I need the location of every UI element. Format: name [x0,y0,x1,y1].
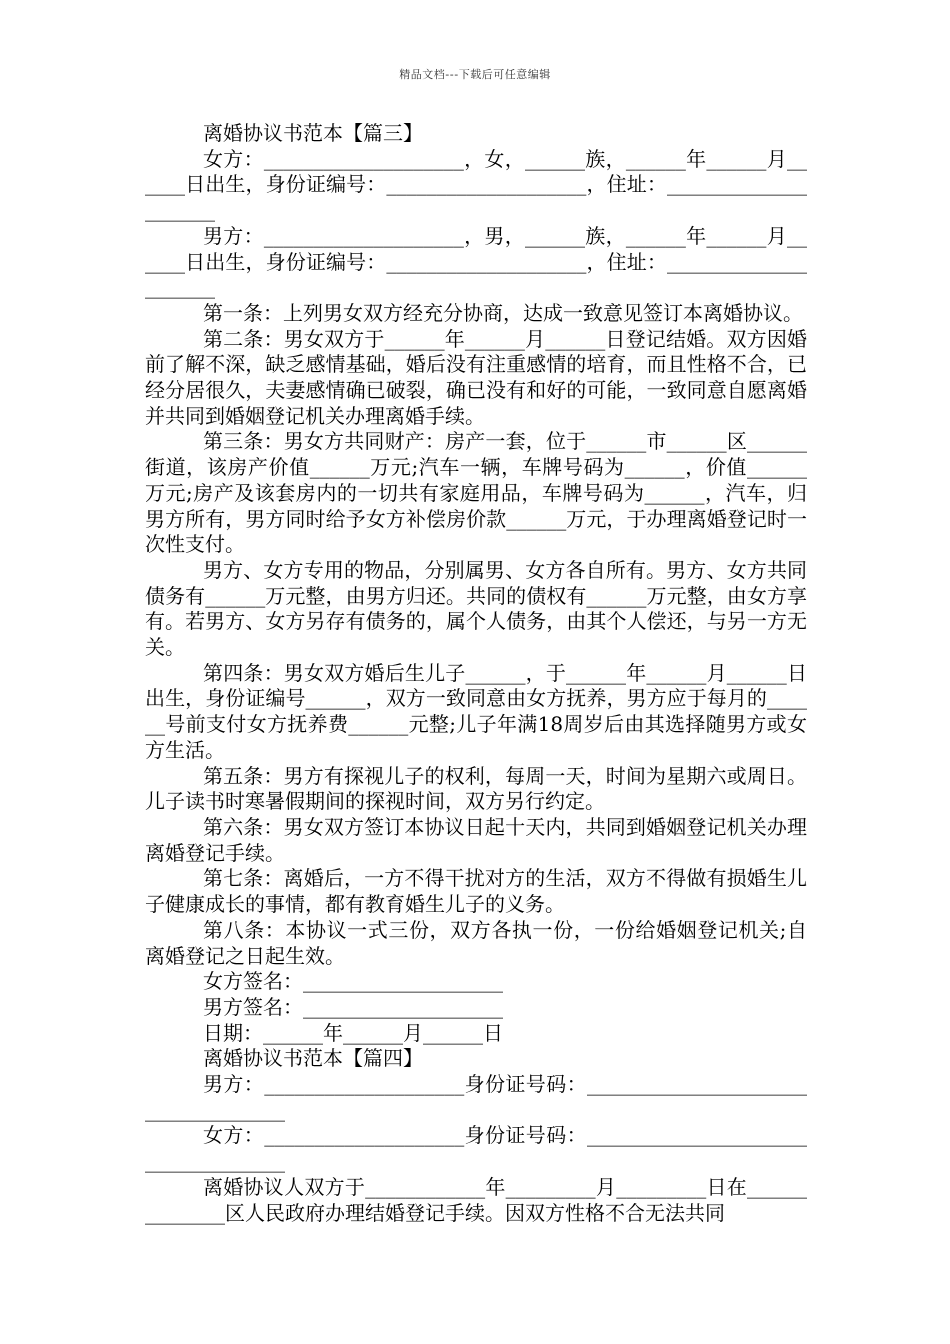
clause-4: 第四条：男女双方婚后生儿子______，于______年______月______日出生，身份证编号______，双方一致同意由女方抚养，男方应于每月的______号前支付女方抚养费______元整;儿子年满18周岁后由其选择随男方或女方生活。 [145,660,807,762]
signature-female: 女方签名：____________________ [203,969,503,994]
party-female: 女方：____________________，女，______族，______年______月______日出生，身份证编号：____________________，住址：_____________________ [145,146,807,223]
section-title-4: 离婚协议书范本【篇四】 [203,1046,423,1071]
signature-male: 男方签名：____________________ [203,994,503,1019]
clause-1: 第一条：上列男女双方经充分协商，达成一致意见签订本离婚协议。 [203,300,803,325]
clause-5: 第五条：男方有探视儿子的权利，每周一天，时间为星期六或周日。儿子读书时寒暑假期间的探视时间，双方另行约定。 [145,763,807,814]
page-header: 精品文档---下载后可任意编辑 [399,68,551,81]
clause-3-personal-property: 男方、女方专用的物品，分别属男、女方各自所有。男方、女方共同债务有______万元整，由男方归还。共同的债权有______万元整，由女方享有。若男方、女方另存有债务的，属个人债务，由其个人偿还，与另一方无关。 [145,557,807,660]
party-male-id: 男方：____________________身份证号码：____________________________________ [145,1072,807,1122]
section-title-3: 离婚协议书范本【篇三】 [203,121,423,145]
clause-6: 第六条：男女双方签订本协议日起十天内，共同到婚姻登记机关办理离婚登记手续。 [145,814,807,865]
document-body [145,121,807,1226]
party-female-id: 女方：____________________身份证号码：____________________________________ [145,1123,807,1174]
party-male: 男方：____________________，男，______族，______年______月______日出生，身份证编号：____________________，住址：_____________________ [145,223,807,300]
signature-date: 日期：______年______月______日 [203,1020,503,1045]
clause-2: 第二条：男女双方于______年______月______日登记结婚。双方因婚前了解不深，缺乏感情基础，婚后没有注重感情的培育，而且性格不合，已经分居很久，夫妻感情确已破裂，确已没有和好的可能，一致同意自愿离婚并共同到婚姻登记机关办理离婚手续。 [145,326,807,428]
clause-8: 第八条：本协议一式三份，双方各执一份，一份给婚姻登记机关;自离婚登记之日起生效。 [145,917,807,968]
clause-3: 第三条：男女方共同财产：房产一套，位于______市______区______街道，该房产价值______万元;汽车一辆，车牌号码为______，价值______万元;房产及该套房内的一切共有家庭用品，车牌号码为______，汽车，归男方所有，男方同时给予女方补偿房价款______万元，于办理离婚登记时一次性支付。 [145,429,807,557]
agreement-intro: 离婚协议人双方于____________年_________月_________日在______________区人民政府办理结婚登记手续。因双方性格不合无法共同 [145,1174,807,1225]
clause-7: 第七条：离婚后，一方不得干扰对方的生活，双方不得做有损婚生儿子健康成长的事情，都有教育婚生儿子的义务。 [145,866,807,917]
